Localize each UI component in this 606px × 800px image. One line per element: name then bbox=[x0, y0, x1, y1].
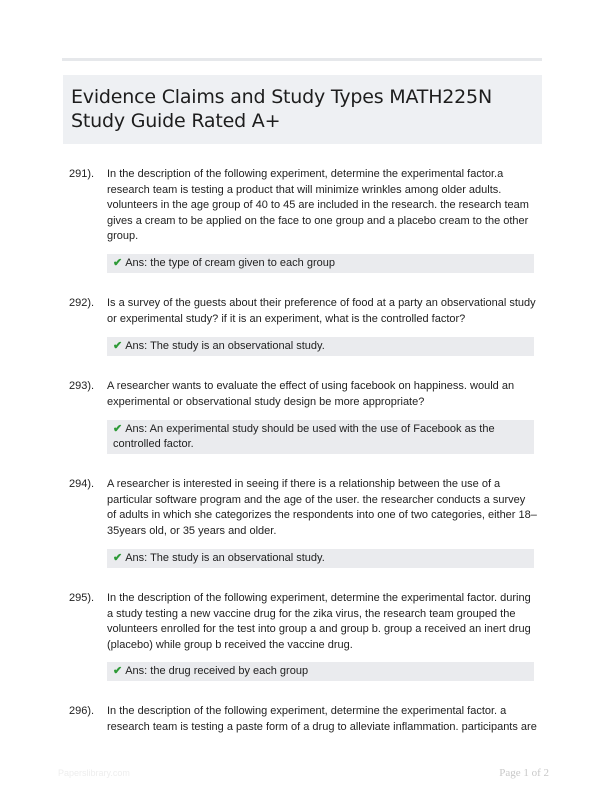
question-text: In the description of the following experiment, determine the experimental factor.a research team is testing a product that will minimize wrinkles among older adults. volunteers in the age group of 40 to 45 are included in the research. the research team gives a cream to be applied on the face to one group and a placebo cream to the other group. bbox=[107, 168, 529, 242]
answer-box bbox=[107, 254, 534, 273]
question-text: A researcher is interested in seeing if there is a relationship between the use of a particular software program and the age of the user. the researcher conducts a survey of adults in which she categorizes the respondents into one of two categories, either 18–35years old, or 35 years and older. bbox=[107, 478, 537, 537]
question-text: Is a survey of the guests about their preference of food at a party an observational study or experimental study? if it is an experiment, what is the controlled factor? bbox=[107, 297, 536, 325]
question-number: 295). bbox=[69, 592, 95, 604]
check-icon: ✔ bbox=[113, 257, 123, 269]
answer-box bbox=[107, 662, 534, 681]
answer-box bbox=[107, 420, 534, 454]
answer-text: Ans: An experimental study should be used with the use of Facebook as the controlled factor. bbox=[113, 423, 495, 450]
check-icon: ✔ bbox=[113, 665, 123, 677]
page-indicator: Page 1 of 2 bbox=[499, 767, 549, 779]
answer-text: Ans: The study is an observational study. bbox=[125, 340, 325, 352]
question-number: 291). bbox=[69, 168, 95, 180]
answer-text: Ans: the type of cream given to each group bbox=[125, 257, 335, 269]
answer-box bbox=[107, 337, 534, 356]
question-number: 292). bbox=[69, 297, 95, 309]
question-text: A researcher wants to evaluate the effect of using facebook on happiness. would an experimental or observational study design be more appropriate? bbox=[107, 380, 515, 408]
answer-box bbox=[107, 549, 534, 568]
check-icon: ✔ bbox=[113, 552, 123, 564]
question-number: 296). bbox=[69, 705, 95, 717]
check-icon: ✔ bbox=[113, 340, 123, 352]
footer-watermark: Paperslibrary.com bbox=[58, 768, 130, 778]
question-number: 293). bbox=[69, 380, 95, 392]
check-icon: ✔ bbox=[113, 423, 123, 435]
question-text: In the description of the following experiment, determine the experimental factor. a research team is testing a paste form of a drug to alleviate inflammation. participants are bbox=[107, 705, 537, 733]
question-number: 294). bbox=[69, 478, 95, 490]
document-title: Evidence Claims and Study Types MATH225N Study Guide Rated A+ bbox=[71, 86, 492, 132]
question-text: In the description of the following experiment, determine the experimental factor. during a study testing a new vaccine drug for the zika virus, the research team grouped the volunteers enrolled for the test into group a and group b. group a received an inert drug (placebo) while group b received the vaccine drug. bbox=[107, 592, 531, 651]
answer-text: Ans: The study is an observational study. bbox=[125, 552, 325, 564]
answer-text: Ans: the drug received by each group bbox=[125, 665, 309, 677]
